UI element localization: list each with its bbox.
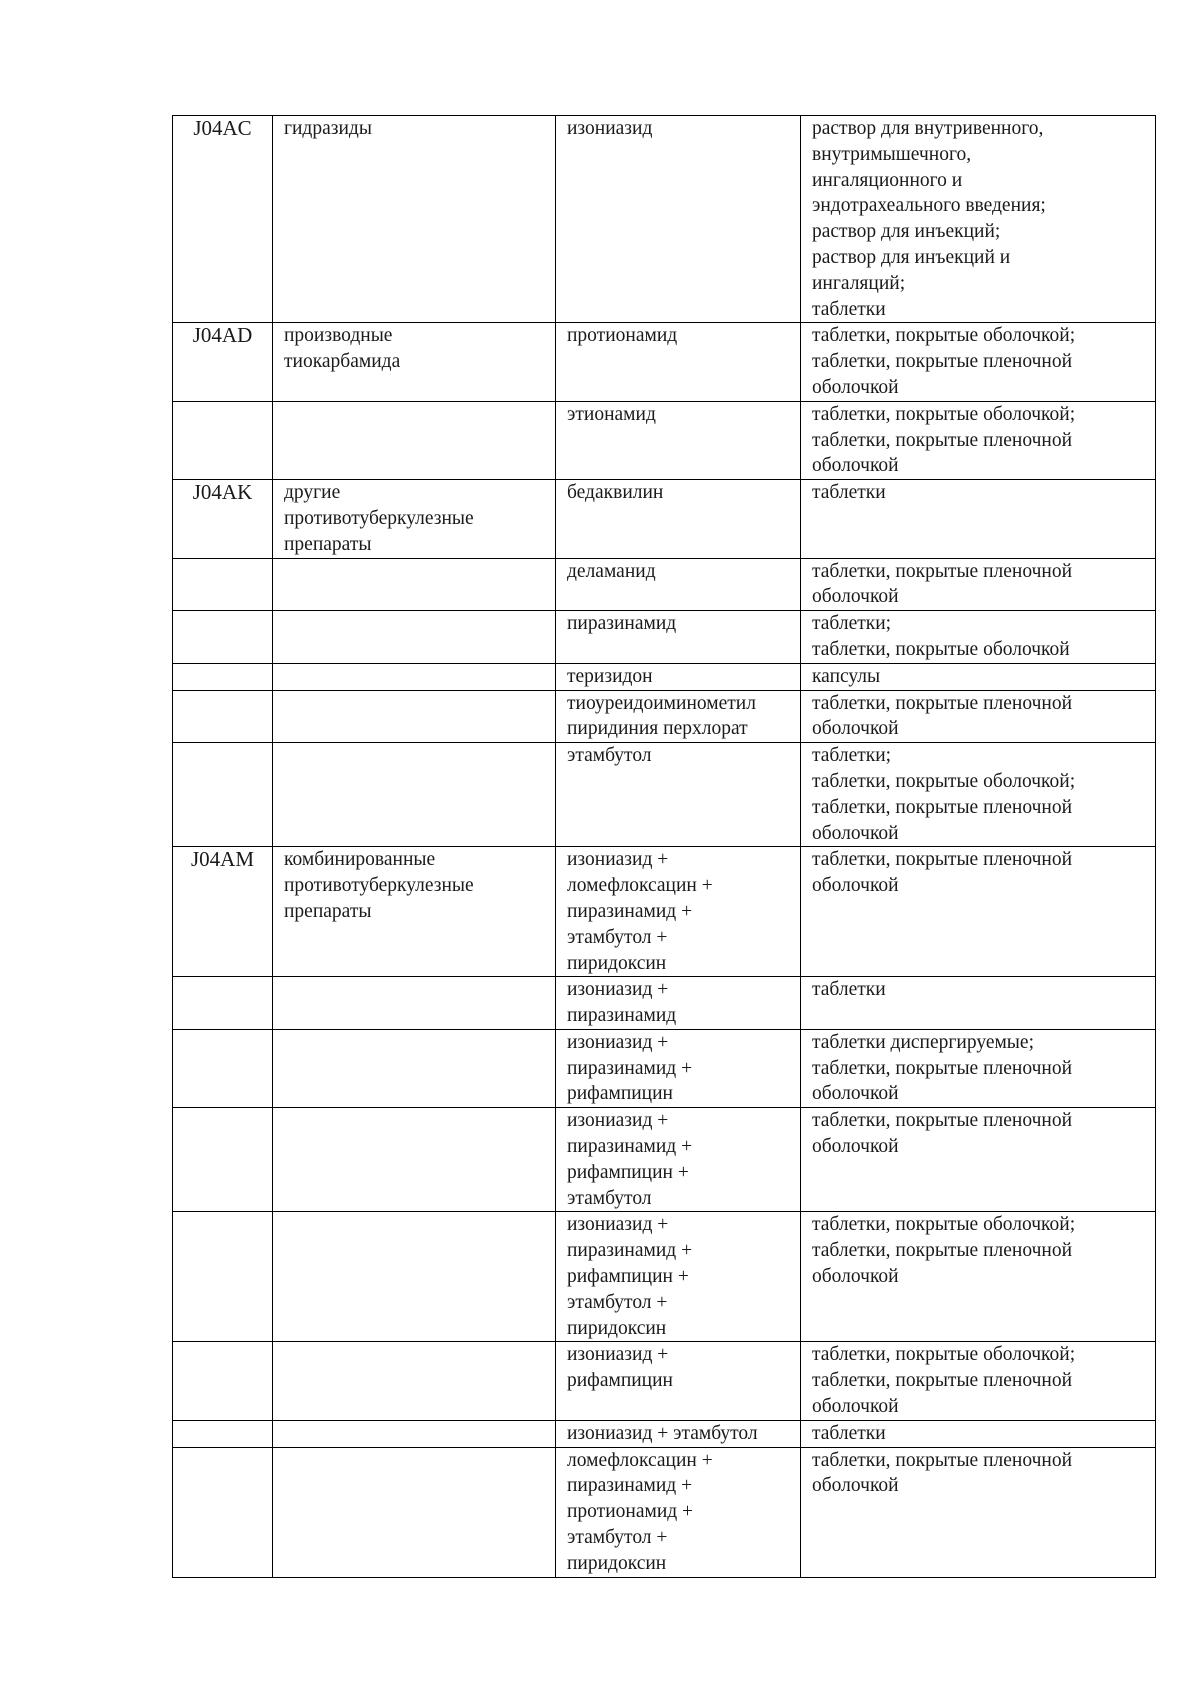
drug-name-cell: изониазид + этамбутол bbox=[556, 1420, 801, 1447]
drug-name-cell: изониазид bbox=[556, 116, 801, 323]
dosage-form-cell: таблетки, покрытые пленочной оболочкой bbox=[801, 1447, 1156, 1577]
drug-name-cell: бедаквилин bbox=[556, 480, 801, 558]
atc-code-cell bbox=[173, 1108, 273, 1212]
drug-name-cell: изониазид + пиразинамид bbox=[556, 977, 801, 1030]
atc-code-cell bbox=[173, 743, 273, 847]
pharmacological-group-cell bbox=[273, 1447, 556, 1577]
drug-name-cell: изониазид + ломефлоксацин + пиразинамид + этамбутол + пиридоксин bbox=[556, 847, 801, 977]
atc-code-cell bbox=[173, 977, 273, 1030]
atc-code-cell bbox=[173, 1342, 273, 1420]
dosage-form-cell: таблетки bbox=[801, 977, 1156, 1030]
atc-code-cell bbox=[173, 1447, 273, 1577]
table-row bbox=[173, 1029, 1156, 1107]
drug-name-cell: изониазид + пиразинамид + рифампицин bbox=[556, 1029, 801, 1107]
pharmacological-group-cell bbox=[273, 1108, 556, 1212]
drug-name-cell: этамбутол bbox=[556, 743, 801, 847]
dosage-form-cell: таблетки, покрытые пленочной оболочкой bbox=[801, 847, 1156, 977]
atc-code-cell bbox=[173, 1029, 273, 1107]
table-row bbox=[173, 1420, 1156, 1447]
atc-code-cell: J04AK bbox=[173, 480, 273, 558]
drug-name-cell: пиразинамид bbox=[556, 611, 801, 664]
table-row bbox=[173, 1447, 1156, 1577]
drug-name-cell: ломефлоксацин + пиразинамид + протионамид + этамбутол + пиридоксин bbox=[556, 1447, 801, 1577]
table-row bbox=[173, 847, 1156, 977]
atc-code-cell: J04AC bbox=[173, 116, 273, 323]
table-row bbox=[173, 116, 1156, 323]
atc-code-cell bbox=[173, 558, 273, 611]
dosage-form-cell: таблетки диспергируемые; таблетки, покрытые пленочной оболочкой bbox=[801, 1029, 1156, 1107]
atc-code-cell bbox=[173, 690, 273, 743]
table-row bbox=[173, 401, 1156, 479]
table-row bbox=[173, 480, 1156, 558]
pharmacological-group-cell: другие противотуберкулезные препараты bbox=[273, 480, 556, 558]
table-row bbox=[173, 977, 1156, 1030]
pharmacological-group-cell bbox=[273, 1029, 556, 1107]
atc-code-cell bbox=[173, 1420, 273, 1447]
table-row bbox=[173, 1212, 1156, 1342]
dosage-form-cell: таблетки, покрытые оболочкой; таблетки, покрытые пленочной оболочкой bbox=[801, 401, 1156, 479]
table-row bbox=[173, 690, 1156, 743]
pharmacological-group-cell bbox=[273, 401, 556, 479]
drug-name-cell: изониазид + рифампицин bbox=[556, 1342, 801, 1420]
pharmacological-group-cell bbox=[273, 1420, 556, 1447]
table-row bbox=[173, 323, 1156, 401]
pharmacological-group-cell bbox=[273, 690, 556, 743]
pharmacological-group-cell bbox=[273, 663, 556, 690]
dosage-form-cell: таблетки, покрытые пленочной оболочкой bbox=[801, 690, 1156, 743]
pharmacological-group-cell bbox=[273, 977, 556, 1030]
pharmacological-group-cell bbox=[273, 1342, 556, 1420]
dosage-form-cell: таблетки, покрытые пленочной оболочкой bbox=[801, 1108, 1156, 1212]
dosage-form-cell: таблетки bbox=[801, 480, 1156, 558]
atc-code-cell: J04AM bbox=[173, 847, 273, 977]
table-body bbox=[173, 116, 1156, 1578]
table-row bbox=[173, 1108, 1156, 1212]
drug-name-cell: деламанид bbox=[556, 558, 801, 611]
drug-name-cell: изониазид + пиразинамид + рифампицин + этамбутол + пиридоксин bbox=[556, 1212, 801, 1342]
dosage-form-cell: таблетки, покрытые оболочкой; таблетки, покрытые пленочной оболочкой bbox=[801, 1342, 1156, 1420]
dosage-form-cell: таблетки, покрытые оболочкой; таблетки, покрытые пленочной оболочкой bbox=[801, 1212, 1156, 1342]
pharmacological-group-cell bbox=[273, 558, 556, 611]
atc-code-cell bbox=[173, 401, 273, 479]
pharmacological-group-cell: комбинированные противотуберкулезные препараты bbox=[273, 847, 556, 977]
pharmacological-group-cell bbox=[273, 1212, 556, 1342]
atc-code-cell bbox=[173, 611, 273, 664]
atc-code-cell bbox=[173, 663, 273, 690]
dosage-form-cell: капсулы bbox=[801, 663, 1156, 690]
atc-code-cell: J04AD bbox=[173, 323, 273, 401]
pharmacological-group-cell: гидразиды bbox=[273, 116, 556, 323]
drug-name-cell: протионамид bbox=[556, 323, 801, 401]
table-row bbox=[173, 1342, 1156, 1420]
dosage-form-cell: таблетки; таблетки, покрытые оболочкой bbox=[801, 611, 1156, 664]
table-row bbox=[173, 663, 1156, 690]
dosage-form-cell: таблетки, покрытые пленочной оболочкой bbox=[801, 558, 1156, 611]
dosage-form-cell: раствор для внутривенного, внутримышечного, ингаляционного и эндотрахеального введения; раствор для инъекций; раствор для инъекций и ингаляций; таблетки bbox=[801, 116, 1156, 323]
drug-name-cell: изониазид + пиразинамид + рифампицин + этамбутол bbox=[556, 1108, 801, 1212]
pharmacological-group-cell bbox=[273, 743, 556, 847]
atc-code-cell bbox=[173, 1212, 273, 1342]
dosage-form-cell: таблетки bbox=[801, 1420, 1156, 1447]
drug-name-cell: этионамид bbox=[556, 401, 801, 479]
dosage-form-cell: таблетки, покрытые оболочкой; таблетки, покрытые пленочной оболочкой bbox=[801, 323, 1156, 401]
table-row bbox=[173, 743, 1156, 847]
drug-classification-table bbox=[172, 115, 1156, 1578]
table-row bbox=[173, 611, 1156, 664]
table-row bbox=[173, 558, 1156, 611]
drug-name-cell: теризидон bbox=[556, 663, 801, 690]
drug-name-cell: тиоуреидоиминометил пиридиния перхлорат bbox=[556, 690, 801, 743]
dosage-form-cell: таблетки; таблетки, покрытые оболочкой; таблетки, покрытые пленочной оболочкой bbox=[801, 743, 1156, 847]
pharmacological-group-cell: производные тиокарбамида bbox=[273, 323, 556, 401]
pharmacological-group-cell bbox=[273, 611, 556, 664]
